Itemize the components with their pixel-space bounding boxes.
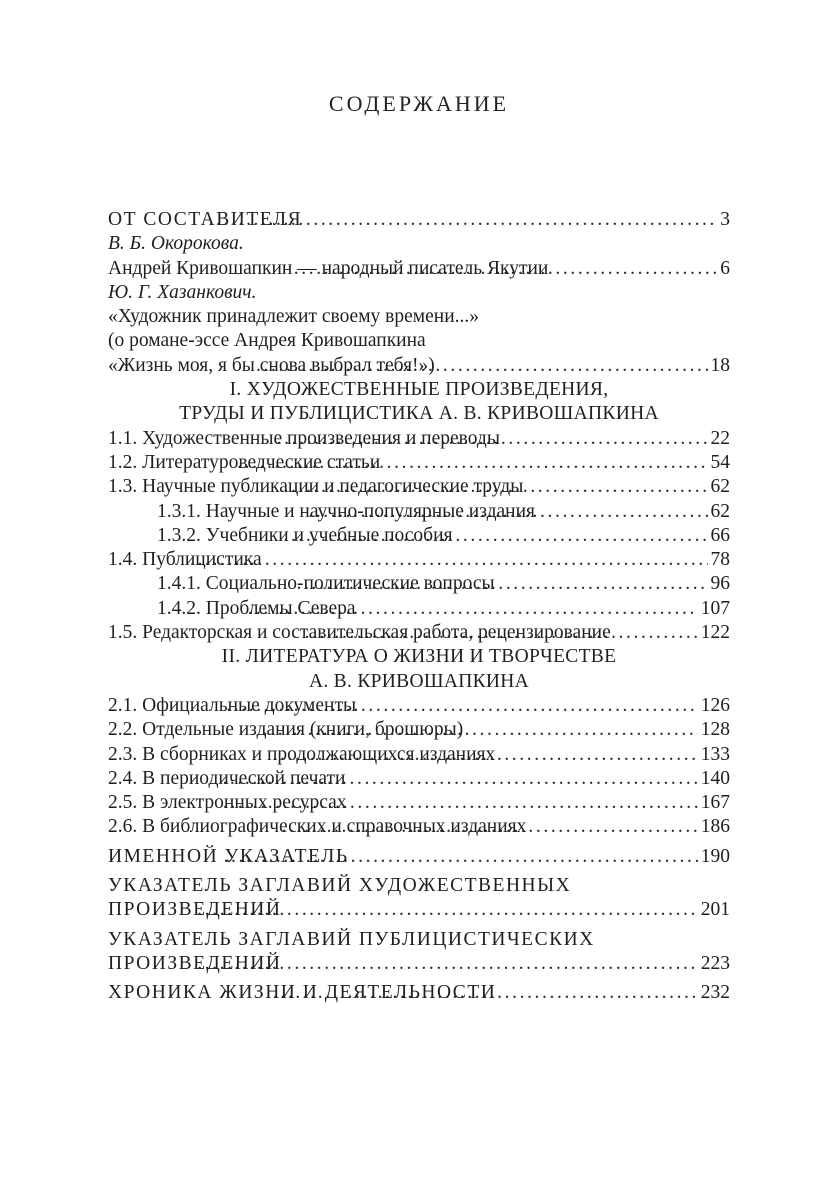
toc-entry <box>108 208 730 232</box>
toc-entry-title: «Жизнь моя, я бы снова выбрал тебя!») <box>108 354 435 376</box>
toc-entry-title: ИМЕННОЙ УКАЗАТЕЛЬ <box>108 845 349 867</box>
toc-entry <box>108 329 730 353</box>
toc-entry-page: 66 <box>710 524 730 546</box>
dot-leader <box>226 694 697 718</box>
toc-entry-page: 54 <box>710 451 730 473</box>
toc-entry-title: 1.2. Литературоведческие статьи <box>108 451 381 473</box>
toc-entry <box>108 815 730 839</box>
dot-leader <box>224 845 698 869</box>
dot-leader <box>223 791 698 815</box>
toc-entry-page: 78 <box>710 549 730 571</box>
toc-entry <box>108 427 730 451</box>
toc-entry <box>108 500 730 524</box>
dot-leader <box>222 767 697 791</box>
toc-entry <box>108 718 730 742</box>
page-title: СОДЕРЖАНИЕ <box>328 91 510 116</box>
toc-entry-title: А. В. КРИВОШАПКИНА <box>308 670 530 692</box>
toc-entry-page: 186 <box>700 816 730 838</box>
toc-entry-page: 62 <box>710 500 730 522</box>
toc-entry-title: ХРОНИКА ЖИЗНИ И ДЕЯТЕЛЬНОСТИ <box>108 982 497 1004</box>
dot-leader <box>197 898 698 922</box>
toc-entry-title: 2.5. В электронных ресурсах <box>108 792 347 814</box>
toc-entry-title: 2.1. Официальные документы <box>108 694 357 716</box>
toc-entry <box>108 402 730 426</box>
toc-entry-title: 1.1. Художественные произведения и переводы <box>108 427 500 449</box>
toc-entry <box>108 952 730 976</box>
toc-entry-title: 1.4.1. Социально-политические вопросы <box>157 573 495 595</box>
toc-entry-title: II. ЛИТЕРАТУРА О ЖИЗНИ И ТВОРЧЕСТВЕ <box>221 646 617 668</box>
toc-entry <box>108 621 730 645</box>
toc-entry-title: В. Б. Окорокова. <box>108 233 244 255</box>
toc-entry-title: «Художник принадлежит своему времени...» <box>108 306 480 328</box>
dot-leader <box>305 621 698 645</box>
toc-entry <box>108 232 730 256</box>
toc-entry-title: УКАЗАТЕЛЬ ЗАГЛАВИЙ ХУДОЖЕСТВЕННЫХ <box>108 875 572 897</box>
toc-entry-title: Ю. Г. Хазанкович. <box>108 281 257 303</box>
toc-entry <box>108 597 730 621</box>
toc-entry-page: 140 <box>700 767 730 789</box>
toc-entry-page: 167 <box>700 792 730 814</box>
toc-entry <box>108 354 730 378</box>
dot-leader <box>190 548 707 572</box>
toc-entry <box>108 305 730 329</box>
toc-entry-title: 1.5. Редакторская и составительская работа, рецензирование <box>108 622 611 644</box>
toc-entry <box>108 645 730 669</box>
toc-entry-title: (о романе-эссе Андрея Кривошапкина <box>108 330 426 352</box>
toc-entry-page: 122 <box>700 622 730 644</box>
toc-entry-title: 1.4. Публицистика <box>108 549 262 571</box>
toc-entry-title: 2.3. В сборниках и продолжающихся изданиях <box>108 743 496 765</box>
toc-entry-page: 190 <box>700 845 730 867</box>
dot-leader <box>209 208 718 232</box>
toc-entry-page: 96 <box>710 573 730 595</box>
toc-entry-title: I. ХУДОЖЕСТВЕННЫЕ ПРОИЗВЕДЕНИЯ, <box>229 379 609 401</box>
toc-entry-title: ПРОИЗВЕДЕНИЙ <box>108 899 282 921</box>
toc-entry <box>108 378 730 402</box>
toc-entry-title: 1.3. Научные публикации и педагогические труды <box>108 476 524 498</box>
toc-entry <box>108 475 730 499</box>
dot-leader <box>294 257 717 281</box>
toc-entry <box>108 874 730 898</box>
toc-entry-page: 6 <box>720 257 730 279</box>
toc-entry-title: ОТ СОСТАВИТЕЛЯ <box>108 209 303 230</box>
dot-leader <box>237 451 707 475</box>
dot-leader <box>273 981 698 1005</box>
dot-leader <box>197 952 698 976</box>
dot-leader <box>297 572 708 596</box>
toc-entry <box>108 694 730 718</box>
toc-entry-title: Андрей Кривошапкин — народный писатель Якутии <box>108 257 549 279</box>
toc-entry-page: 18 <box>710 354 730 376</box>
toc-entry-page: 126 <box>700 694 730 716</box>
toc-entry-title: 1.4.2. Проблемы Севера <box>157 597 356 619</box>
dot-leader <box>263 718 698 742</box>
toc-entry-title: УКАЗАТЕЛЬ ЗАГЛАВИЙ ПУБЛИЦИСТИЧЕСКИХ <box>108 928 595 950</box>
toc-entry-title: 1.3.1. Научные и научно-популярные издания <box>157 500 536 522</box>
toc-entry <box>108 572 730 596</box>
toc-entry <box>108 743 730 767</box>
toc-entry-page: 201 <box>700 899 730 921</box>
toc-entry-title: ТРУДЫ И ПУБЛИЦИСТИКА А. В. КРИВОШАПКИНА <box>179 403 659 425</box>
toc-entry <box>108 845 730 869</box>
toc-entry-page: 22 <box>710 427 730 449</box>
toc-list <box>108 208 730 1006</box>
dot-leader <box>248 597 697 621</box>
dot-leader <box>282 815 698 839</box>
toc-entry <box>108 281 730 305</box>
dot-leader <box>273 743 698 767</box>
dot-leader <box>308 500 707 524</box>
toc-entry <box>108 898 730 922</box>
toc-entry <box>108 257 730 281</box>
toc-entry <box>108 791 730 815</box>
toc-entry-title: 2.2. Отдельные издания (книги, брошюры) <box>108 719 464 741</box>
dot-leader <box>284 475 708 499</box>
dot-leader <box>283 524 707 548</box>
toc-entry-page: 133 <box>700 743 730 765</box>
toc-entry-title: 2.6. В библиографических и справочных изданиях <box>108 816 527 838</box>
toc-entry <box>108 981 730 1005</box>
dot-leader <box>256 354 707 378</box>
toc-entry-page: 3 <box>720 209 730 230</box>
toc-entry <box>108 548 730 572</box>
toc-entry <box>108 767 730 791</box>
toc-entry <box>108 451 730 475</box>
toc-entry-title: ПРОИЗВЕДЕНИЙ <box>108 952 282 974</box>
toc-entry <box>108 928 730 952</box>
toc-entry-page: 128 <box>700 719 730 741</box>
toc-entry-title: 1.3.2. Учебники и учебные пособия <box>157 524 453 546</box>
toc-entry <box>108 670 730 694</box>
toc-entry-page: 107 <box>700 597 730 619</box>
toc-entry-page: 232 <box>700 982 730 1004</box>
toc-entry-page: 62 <box>710 476 730 498</box>
dot-leader <box>277 427 708 451</box>
toc-entry <box>108 524 730 548</box>
toc-entry-page: 223 <box>700 952 730 974</box>
toc-entry-title: 2.4. В периодической печати <box>108 767 346 789</box>
